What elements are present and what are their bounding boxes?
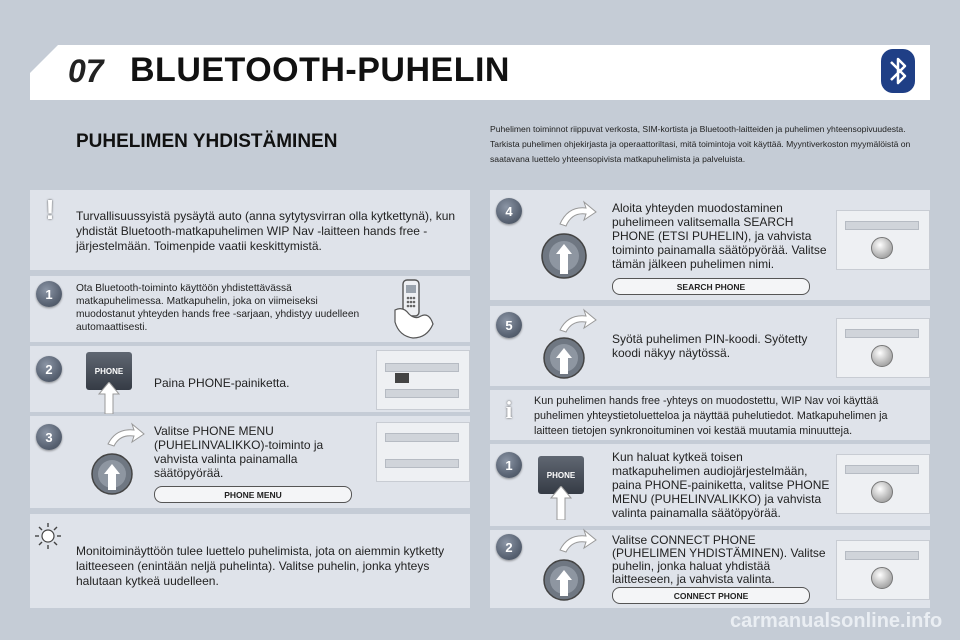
- mobile-phone-hand-icon: [385, 276, 445, 342]
- rotary-knob-icon[interactable]: [534, 524, 604, 608]
- press-arrow-icon: [550, 486, 572, 520]
- rotary-knob-icon[interactable]: [534, 196, 604, 290]
- step-badge: 1: [36, 281, 62, 307]
- intro-text: Puhelimen toiminnot riippuvat verkosta, SIM-kortista ja Bluetooth-laitteiden ja puhelimen yhteensopivuudesta. Tarkista puhelimen ohjekirjasta ja operaattoriltasi, mitä toimintoja voit käyttää. Myyntiverkoston myymälöistä on saatavana luettelo yhteensopivista matkapuhelimista ja palveluista.: [490, 124, 911, 164]
- step-5-text: Syötä puhelimen PIN-koodi. Syötetty koodi näkyy näytössä.: [612, 332, 808, 360]
- rotary-knob-icon[interactable]: [534, 306, 604, 386]
- step-4-text: Aloita yhteyden muodostaminen puhelimeen valitsemalla SEARCH PHONE (ETSI PUHELIN), ja vahvista toiminto painamalla säätöpyörää. Valitse tämän jälkeen puhelimen nimi.: [612, 201, 827, 271]
- step-badge: 4: [496, 198, 522, 224]
- phone-button[interactable]: PHONE: [86, 352, 132, 390]
- radio-unit-image: [376, 350, 470, 410]
- step-badge: 3: [36, 424, 62, 450]
- step-3-text: Valitse PHONE MENU (PUHELINVALIKKO)-toiminto ja vahvista valinta painamalla säätöpyörää.: [154, 424, 324, 480]
- step-badge: 2: [496, 534, 522, 560]
- step-2-text: Paina PHONE-painiketta.: [154, 376, 290, 390]
- tip-text: Monitoiminäyttöön tulee luettelo puhelimista, jota on aiemmin kytketty laitteeseen (enintään neljä puhelinta). Valitse puhelin, jonka yhteys halutaan kytkeä uudelleen.: [76, 544, 445, 588]
- section-subtitle: PUHELIMEN YHDISTÄMINEN: [76, 131, 338, 152]
- connect-phone-label[interactable]: CONNECT PHONE: [612, 587, 810, 604]
- warning-icon: !: [45, 194, 55, 225]
- watermark: carmanualsonline.info: [730, 610, 943, 632]
- phone-menu-label[interactable]: PHONE MENU: [154, 486, 352, 503]
- step-badge: 1: [496, 452, 522, 478]
- step-2b-text: Valitse CONNECT PHONE (PUHELIMEN YHDISTÄMINEN). Valitse puhelin, jonka haluat yhdistää laitteeseen, ja vahvista valinta.: [612, 533, 826, 586]
- step-1b-text: Kun haluat kytkeä toisen matkapuhelimen audiojärjestelmään, paina PHONE-painiketta, valitse PHONE MENU (PUHELINVALIKKO) ja vahvista valinta painamalla säätöpyörää.: [612, 450, 830, 520]
- press-arrow-icon: [98, 382, 120, 414]
- step-badge: 5: [496, 312, 522, 338]
- warning-text: Turvallisuussyistä pysäytä auto (anna sytytysvirran olla kytkettynä), kun yhdistät Bluetooth-matkapuhelimen WIP Nav -laitteen hands free -järjestelmään. Toimenpide vaatii keskittymistä.: [76, 209, 456, 253]
- radio-unit-image: [836, 210, 930, 270]
- rotary-knob-icon[interactable]: [82, 420, 152, 502]
- info-icon: i: [505, 398, 513, 424]
- info-text: Kun puhelimen hands free -yhteys on muodostettu, WIP Nav voi käyttää puhelimen yhteystietoluetteloa ja näyttää puhelutiedot. Matkapuhelimen ja laitteen tietojen synkronoituminen voi kestää muutamia minuutteja.: [534, 395, 888, 437]
- phone-button[interactable]: PHONE: [538, 456, 584, 494]
- bluetooth-icon: [880, 48, 916, 94]
- radio-unit-image: [836, 540, 930, 600]
- step-1-text: Ota Bluetooth-toiminto käyttöön yhdistettävässä matkapuhelimessa. Matkapuhelin, joka on viimeiseksi muodostanut yhteyden hands free -sarjaan, yhdistyy uudelleen automaattisesti.: [76, 283, 360, 333]
- radio-unit-image: [836, 318, 930, 378]
- chapter-number: 07: [68, 53, 104, 89]
- radio-unit-image: [836, 454, 930, 514]
- tip-lightbulb-icon: [34, 522, 62, 550]
- step-badge: 2: [36, 356, 62, 382]
- radio-unit-image: [376, 422, 470, 482]
- search-phone-label[interactable]: SEARCH PHONE: [612, 278, 810, 295]
- page-title: BLUETOOTH-PUHELIN: [130, 51, 510, 89]
